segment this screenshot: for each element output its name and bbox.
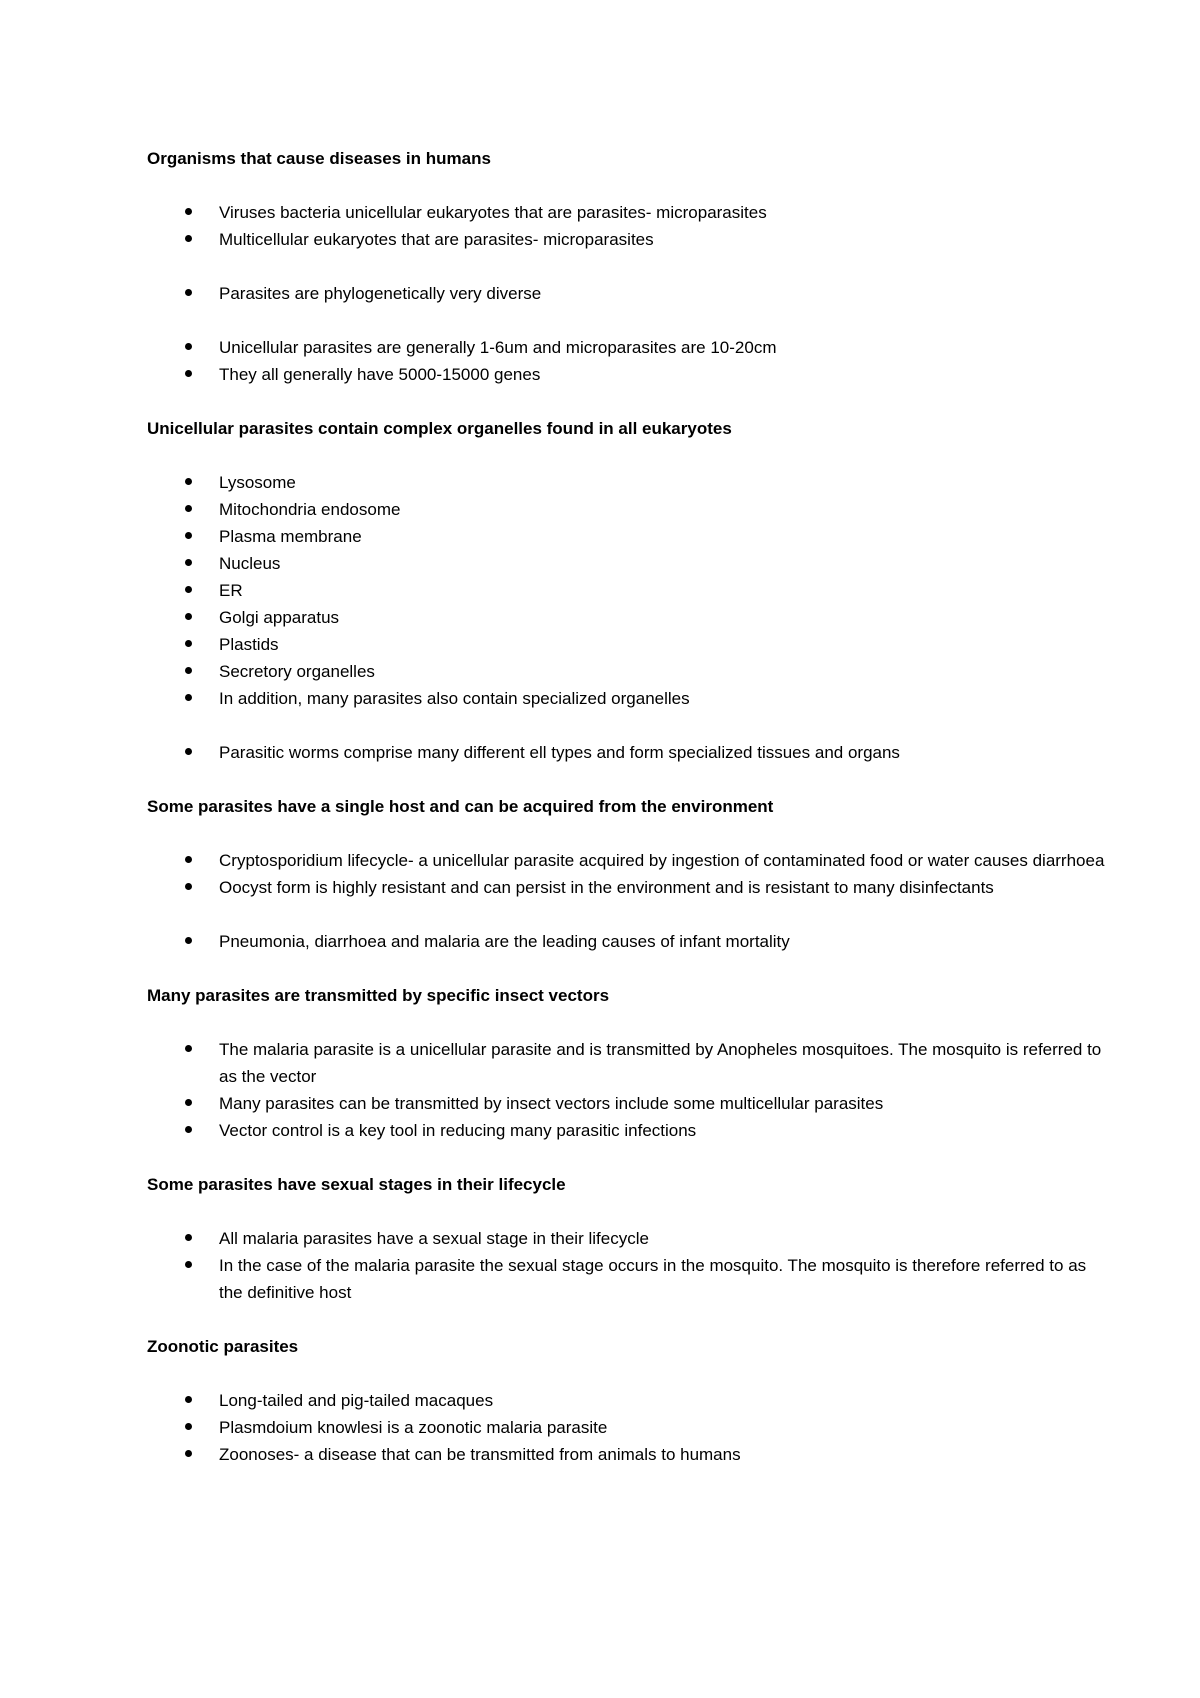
list-item <box>147 496 1107 523</box>
section-heading: Many parasites are transmitted by specific insect vectors <box>147 986 610 1005</box>
list-item <box>147 1387 1107 1414</box>
bullet-icon <box>185 532 192 539</box>
list-item-text: Zoonoses- a disease that can be transmitted from animals to humans <box>219 1445 741 1464</box>
list-item <box>147 199 1107 226</box>
list-item <box>147 1036 1107 1090</box>
bullet-icon <box>185 1045 192 1052</box>
list-item-text: Plasmdoium knowlesi is a zoonotic malaria parasite <box>219 1418 608 1437</box>
list-item-text: Cryptosporidium lifecycle- a unicellular parasite acquired by ingestion of contaminated food or water causes diarrhoea <box>219 851 1105 870</box>
bullet-list <box>147 1036 1107 1144</box>
bullet-icon <box>185 478 192 485</box>
list-item <box>147 1117 1107 1144</box>
bullet-icon <box>185 856 192 863</box>
list-item-text: The malaria parasite is a unicellular parasite and is transmitted by Anopheles mosquitoes. The mosquito is referred to as the vector <box>219 1040 1102 1086</box>
list-item-text: Parasitic worms comprise many different ell types and form specialized tissues and organs <box>219 743 900 762</box>
list-item-text: Multicellular eukaryotes that are parasites- microparasites <box>219 230 654 249</box>
bullet-icon <box>185 208 192 215</box>
list-item-text: Many parasites can be transmitted by insect vectors include some multicellular parasites <box>219 1094 884 1113</box>
list-item-text: Nucleus <box>219 554 281 573</box>
list-item <box>147 577 1107 604</box>
list-item <box>147 631 1107 658</box>
list-item <box>147 1225 1107 1252</box>
bullet-icon <box>185 748 192 755</box>
list-item-text: Plasma membrane <box>219 527 362 546</box>
bullet-list <box>147 469 1107 766</box>
bullet-icon <box>185 586 192 593</box>
bullet-icon <box>185 937 192 944</box>
list-item-text: In addition, many parasites also contain specialized organelles <box>219 689 690 708</box>
list-item <box>147 685 1107 712</box>
bullet-icon <box>185 343 192 350</box>
list-item <box>147 334 1107 361</box>
document-page <box>147 145 1107 1468</box>
bullet-list <box>147 1225 1107 1306</box>
list-item <box>147 1252 1107 1306</box>
bullet-icon <box>185 1126 192 1133</box>
list-item-text: Pneumonia, diarrhoea and malaria are the leading causes of infant mortality <box>219 932 790 951</box>
section-heading: Some parasites have a single host and can be acquired from the environment <box>147 797 774 816</box>
bullet-icon <box>185 370 192 377</box>
list-item-text: Oocyst form is highly resistant and can persist in the environment and is resistant to many disinfectants <box>219 878 994 897</box>
list-item <box>147 1090 1107 1117</box>
list-item-text: Mitochondria endosome <box>219 500 401 519</box>
bullet-icon <box>185 505 192 512</box>
section-heading: Zoonotic parasites <box>147 1337 299 1356</box>
bullet-icon <box>185 235 192 242</box>
list-item <box>147 361 1107 388</box>
list-item <box>147 1441 1107 1468</box>
bullet-icon <box>185 1261 192 1268</box>
blank-line <box>147 1144 1107 1171</box>
blank-line <box>147 955 1107 982</box>
bullet-icon <box>185 289 192 296</box>
bullet-icon <box>185 1423 192 1430</box>
list-item <box>147 1414 1107 1441</box>
bullet-icon <box>185 1099 192 1106</box>
list-item-text: They all generally have 5000-15000 genes <box>219 365 541 384</box>
list-item-text: Parasites are phylogenetically very diverse <box>219 284 542 303</box>
list-item <box>147 658 1107 685</box>
blank-line <box>147 1360 1107 1387</box>
bullet-icon <box>185 694 192 701</box>
bullet-icon <box>185 1396 192 1403</box>
list-item <box>147 928 1107 955</box>
list-item-text: Secretory organelles <box>219 662 375 681</box>
list-item <box>147 739 1107 766</box>
bullet-icon <box>185 667 192 674</box>
blank-line <box>147 442 1107 469</box>
list-item-text: In the case of the malaria parasite the sexual stage occurs in the mosquito. The mosquito is therefore referred to as the definitive host <box>219 1256 1087 1302</box>
blank-line <box>147 1198 1107 1225</box>
list-item <box>147 523 1107 550</box>
section-heading: Unicellular parasites contain complex organelles found in all eukaryotes <box>147 419 732 438</box>
blank-line <box>147 388 1107 415</box>
bullet-icon <box>185 1450 192 1457</box>
bullet-list <box>147 847 1107 955</box>
blank-line <box>147 766 1107 793</box>
list-item-text: ER <box>219 581 243 600</box>
blank-line <box>147 820 1107 847</box>
list-item-text: Golgi apparatus <box>219 608 340 627</box>
section-heading: Some parasites have sexual stages in their lifecycle <box>147 1175 566 1194</box>
bullet-icon <box>185 613 192 620</box>
blank-line <box>147 1009 1107 1036</box>
list-item-text: Viruses bacteria unicellular eukaryotes that are parasites- microparasites <box>219 203 767 222</box>
list-item <box>147 604 1107 631</box>
list-item-text: Long-tailed and pig-tailed macaques <box>219 1391 494 1410</box>
blank-line <box>147 1306 1107 1333</box>
bullet-icon <box>185 559 192 566</box>
list-item-text: Vector control is a key tool in reducing many parasitic infections <box>219 1121 697 1140</box>
list-item-text: Plastids <box>219 635 279 654</box>
list-item <box>147 847 1107 874</box>
bullet-list <box>147 199 1107 388</box>
list-item <box>147 874 1107 901</box>
list-item-text: All malaria parasites have a sexual stage in their lifecycle <box>219 1229 649 1248</box>
section-heading: Organisms that cause diseases in humans <box>147 149 491 168</box>
list-item-text: Lysosome <box>219 473 296 492</box>
list-item <box>147 280 1107 307</box>
bullet-icon <box>185 640 192 647</box>
list-item <box>147 469 1107 496</box>
bullet-icon <box>185 1234 192 1241</box>
list-item <box>147 226 1107 253</box>
blank-line <box>147 172 1107 199</box>
bullet-icon <box>185 883 192 890</box>
list-item <box>147 550 1107 577</box>
list-item-text: Unicellular parasites are generally 1-6um and microparasites are 10-20cm <box>219 338 777 357</box>
bullet-list <box>147 1387 1107 1468</box>
